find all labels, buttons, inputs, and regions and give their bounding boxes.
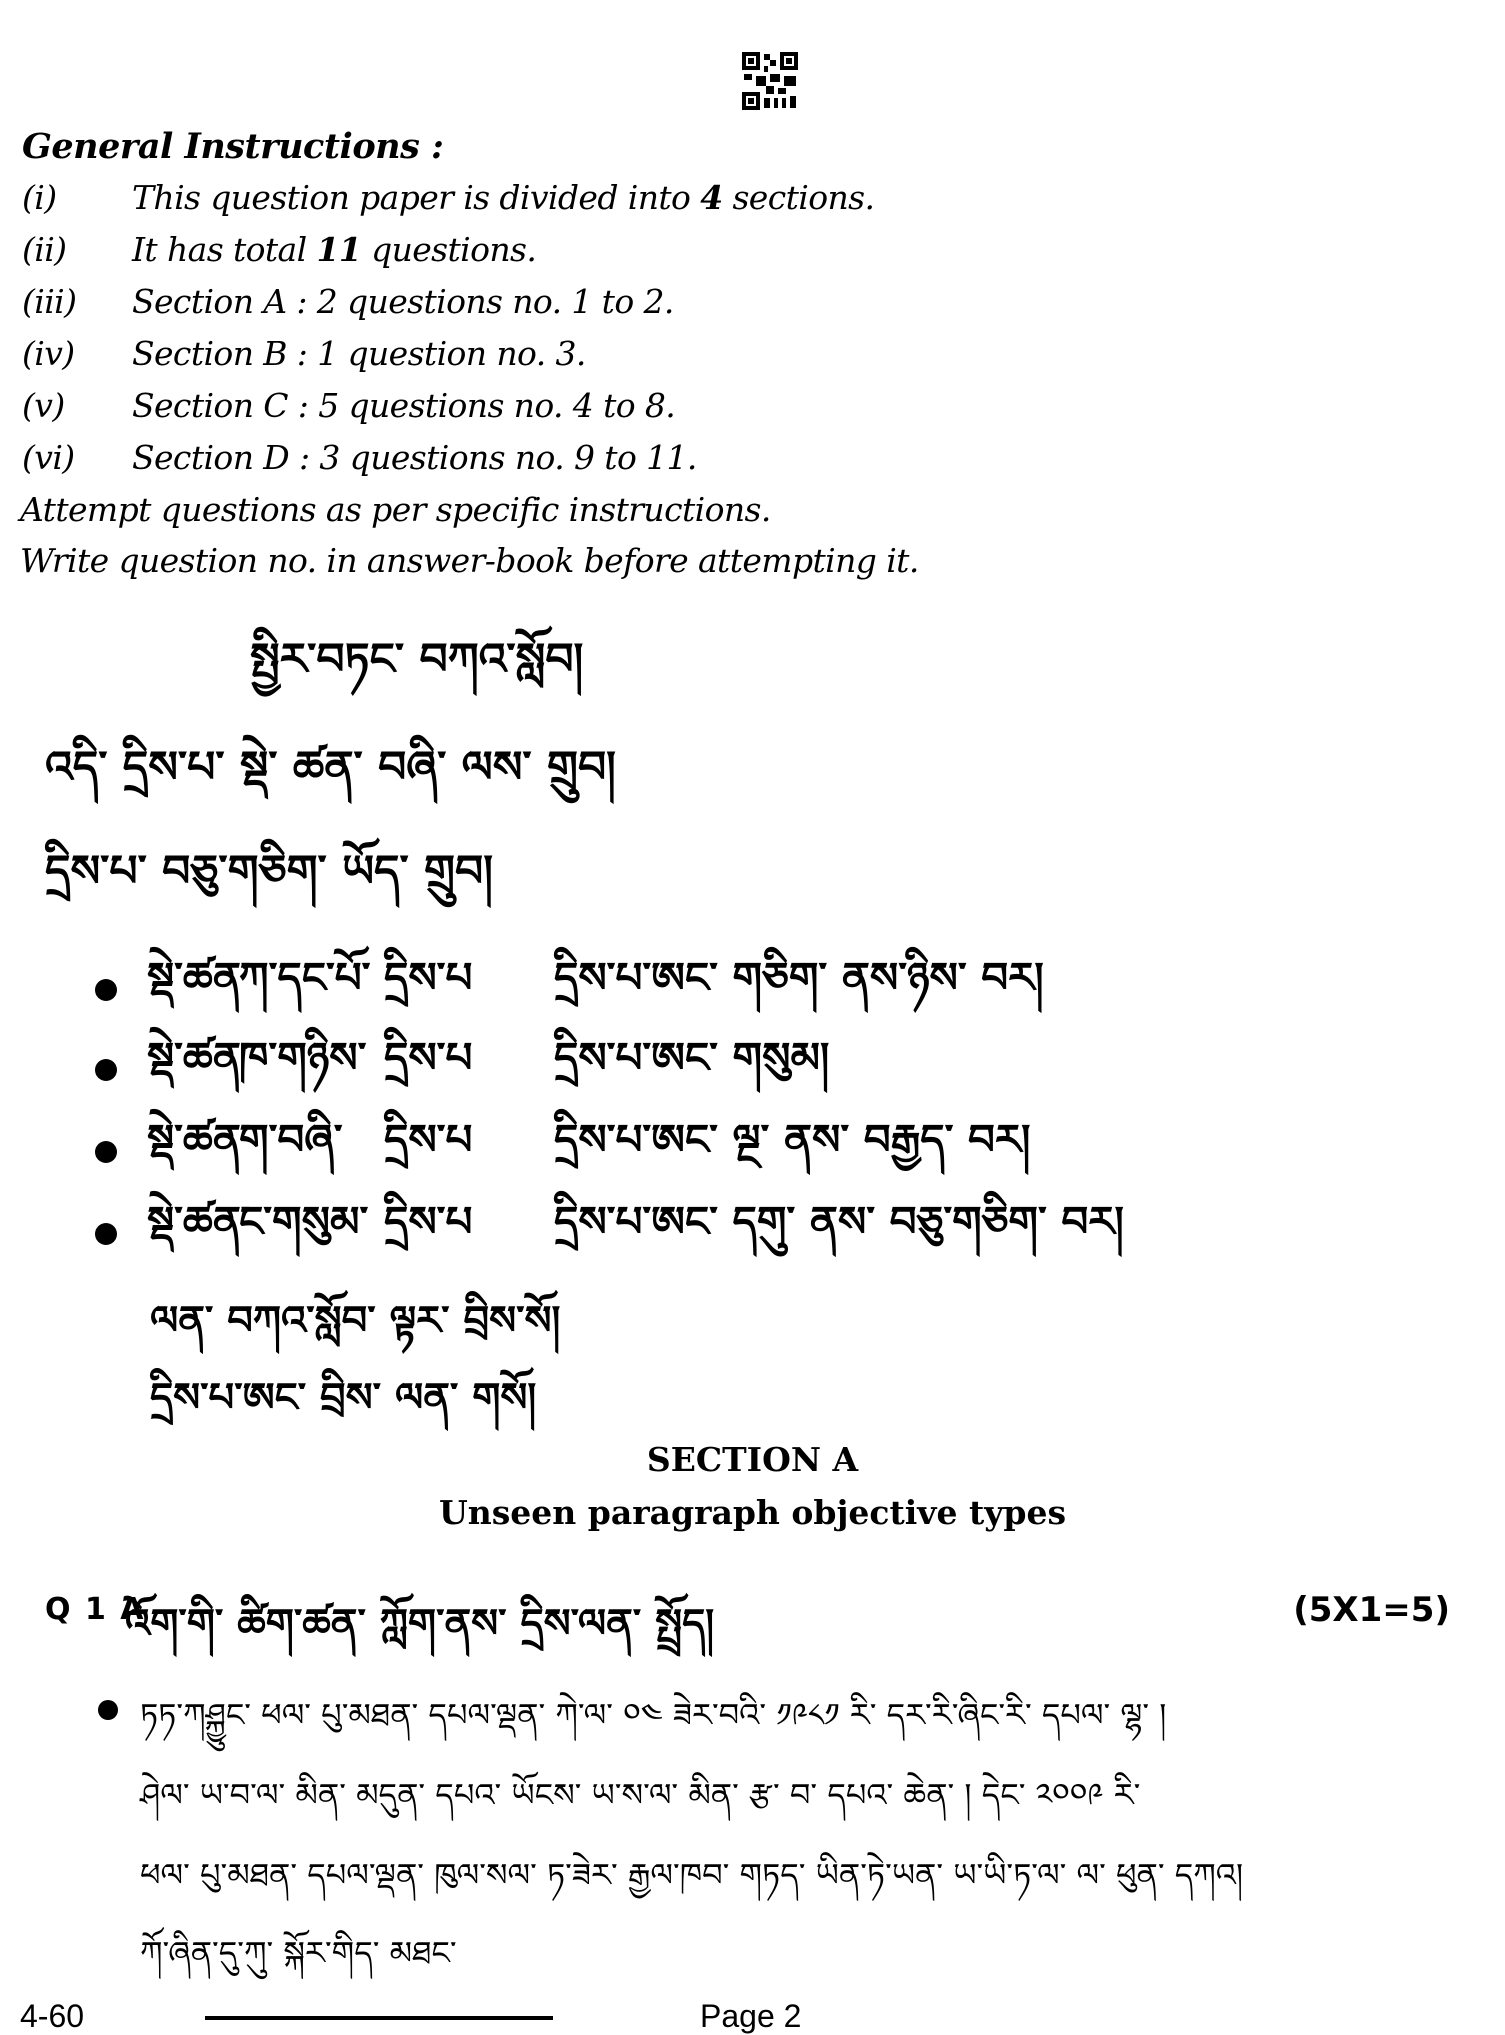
instruction-number: (i) [22,178,57,217]
tibetan-instructions-title: སྤྱིར་བཏང་ བཀའ་སློབ། [250,634,584,685]
paragraph-line: ཕལ་ པུ་མཐན་ དཔལ་ལྡན་ ཁུལ་སལ་ ཏ་ཟེར་ རྒྱལ་ཁབ་ གཏད་ ཡིན་ཏེ་ཡན་ ཡ་ཡི་ཏ་ལ་ ལ་ ཕུན་ དཀའ། [140,1856,1244,1894]
instruction-text: Section B : 1 question no. 3. [132,334,586,373]
footer-divider [205,2016,553,2020]
tibetan-instruction-line: དྲིས་པ་ཨང་ བྲིས་ ལན་ གསོ། [150,1375,537,1421]
tibetan-instruction-line: ལན་ བཀའ་སློབ་ ལྟར་ བྲིས་སོ། [150,1298,561,1344]
instruction-text: Section D : 3 questions no. 9 to 11. [132,438,697,477]
section-title: SECTION A [646,1440,859,1479]
tibetan-instruction-line: དྲིས་པ་ བཅུ་གཅིག་ ཡོད་ གྲུབ། [45,846,493,897]
bullet-col: དྲིས་པ [384,953,473,1002]
bullet-col: དྲིས་པ་ཨང་ གཅིག་ ནས་ཉིས་ བར། [554,953,1044,1002]
bullet-icon [95,1059,117,1081]
tibetan-instruction-line: འདི་ དྲིས་པ་ སྡེ་ ཚན་ བཞི་ ལས་ གྲུབ། [45,742,616,793]
instruction-number: (iii) [22,282,77,321]
bullet-icon [98,1700,118,1720]
page-number: Page 2 [700,1998,802,2034]
instruction-item [22,282,1222,326]
paragraph-line: ཤེལ་ ཡ་བ་ལ་ མིན་ མདུན་ དཔའ་ ཡོངས་ ཡ་ས་ལ་ མིན་ རྩ་ བ་ དཔའ་ ཆེན་ ། དེང་ ༢༠༠༩ རི་ [140,1776,1141,1814]
paragraph-line: ཏཏ་ཀཤྐྱུང་ ཕལ་ པུ་མཐན་ དཔལ་ལྡན་ ཀེ་ལ་ ༠༤ ཟེར་བའི་ ༡༩༨༡ རི་ དར་རི་ཞིང་རི་ དཔལ་ ལྷ་ ། [140,1696,1167,1734]
bullet-icon [95,979,117,1001]
bullet-col: སྡེ་ཚན་ [147,953,250,1002]
bullet-icon [95,1141,117,1163]
section-subtitle: Unseen paragraph objective types [438,1493,1067,1532]
qr-code-icon [742,52,798,110]
instruction-note: Write question no. in answer-book before attempting it. [20,541,919,580]
instruction-text: It has total 11 questions. [132,230,537,269]
instruction-item [22,386,1222,430]
instruction-item [22,178,1222,222]
instruction-item [22,438,1222,482]
bullet-col: དྲིས་པ [384,1115,473,1164]
question-text: འོག་གི་ ཚིག་ཚན་ ཀློག་ནས་ དྲིས་ལན་ སྤྲོད། [125,1601,715,1647]
bullet-col: ག་བཞི་ [239,1115,343,1164]
bullet-col: དྲིས་པ་ཨང་ དགུ་ ནས་ བཅུ་གཅིག་ བར། [554,1197,1124,1246]
bullet-col: དྲིས་པ་ཨང་ གསུམ། [554,1033,830,1082]
instruction-text: This question paper is divided into 4 sections. [132,178,875,217]
general-instructions-title: General Instructions : [22,126,444,167]
question-number: Q 1 A [45,1592,146,1627]
bullet-col: དྲིས་པ [384,1033,473,1082]
instruction-text: Section A : 2 questions no. 1 to 2. [132,282,674,321]
bullet-col: ང་གསུམ་ [239,1197,369,1246]
instruction-item [22,230,1222,274]
instruction-number: (v) [22,386,65,425]
bullet-col: སྡེ་ཚན་ [147,1033,250,1082]
bullet-icon [95,1223,117,1245]
instruction-note: Attempt questions as per specific instructions. [20,490,771,529]
bullet-col: དྲིས་པ་ཨང་ ལྔ་ ནས་ བརྒྱད་ བར། [554,1115,1031,1164]
bullet-col: ཀ་དང་པོ་ [239,953,371,1002]
instruction-item [22,334,1222,378]
bullet-col: དྲིས་པ [384,1197,473,1246]
bullet-col: སྡེ་ཚན་ [147,1197,250,1246]
bullet-col: སྡེ་ཚན་ [147,1115,250,1164]
question-marks: (5X1=5) [1293,1590,1450,1630]
instruction-text: Section C : 5 questions no. 4 to 8. [132,386,676,425]
instruction-number: (vi) [22,438,75,477]
bullet-col: ཁ་གཉིས་ [239,1033,367,1082]
instruction-number: (iv) [22,334,75,373]
paper-code: 4-60 [20,1998,85,2034]
instruction-number: (ii) [22,230,67,269]
paragraph-line: ཀོ་ཞིན་དུ་ཀུ་ སྐོར་གིད་ མཐང་ [140,1934,457,1972]
